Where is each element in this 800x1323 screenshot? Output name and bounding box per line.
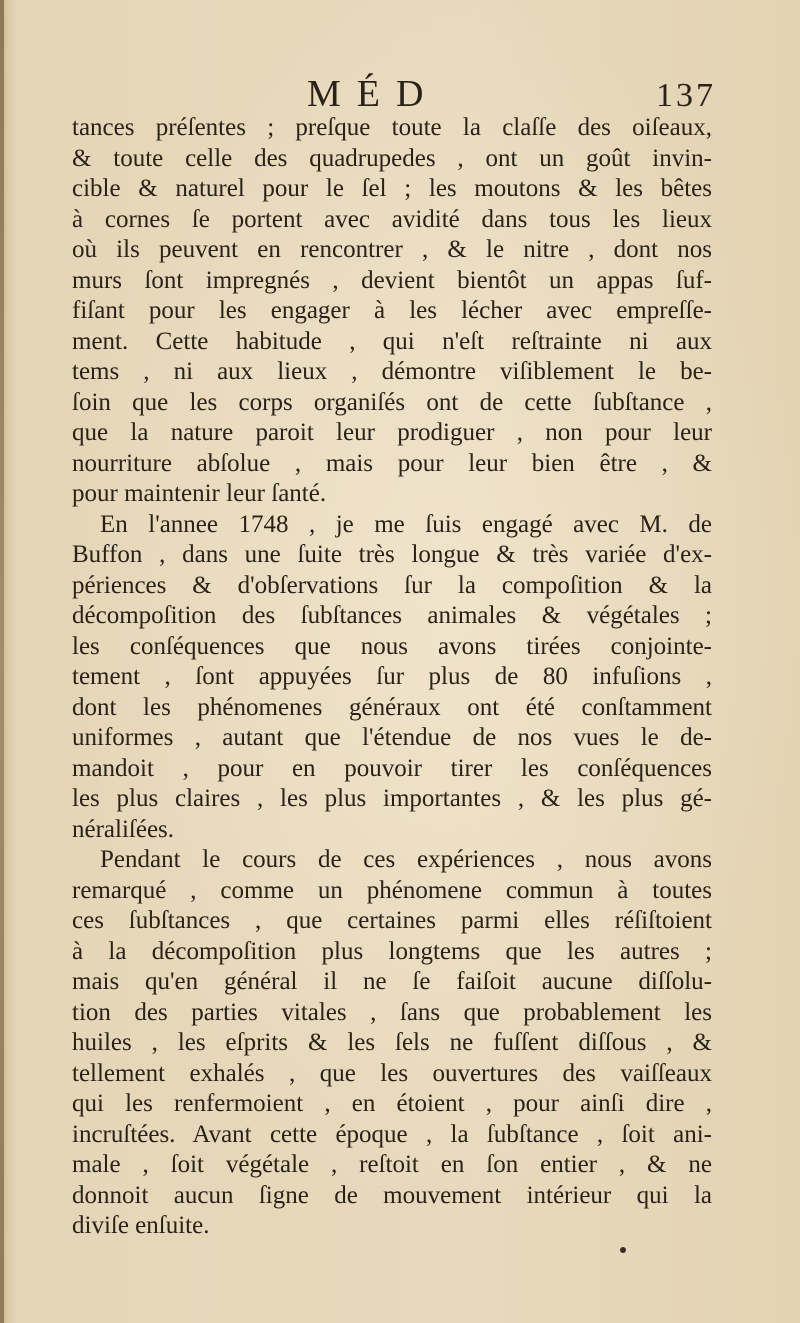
text-line: tement , ſont appuyées ſur plus de 80 infuſions , xyxy=(72,663,712,690)
text-line: qui les renfermoient , en étoient , pour ainſi dire , xyxy=(72,1090,712,1117)
text-line: les plus claires , les plus importantes , & les plus gé- xyxy=(72,785,712,812)
text-line: male , ſoit végétale , reſtoit en ſon entier , & ne xyxy=(72,1151,712,1178)
running-head: MÉD xyxy=(307,73,440,115)
text-line: tion des parties vitales , ſans que probablement les xyxy=(72,998,712,1026)
text-line: ment. Cette habitude , qui n'eſt reſtrainte ni aux xyxy=(72,327,712,355)
text-line: que la nature paroit leur prodiguer , non pour leur xyxy=(72,419,712,446)
text-line: pour maintenir leur ſanté. xyxy=(72,480,327,507)
paragraph xyxy=(72,113,712,510)
text-line: donnoit aucun ſigne de mouvement intérieur qui la xyxy=(72,1181,712,1209)
page-header xyxy=(70,72,716,116)
binding-gutter xyxy=(0,0,4,1323)
paragraph xyxy=(72,510,712,846)
text-line: mais qu'en général il ne ſe faiſoit aucune diſſolu- xyxy=(72,968,712,995)
text-line: cible & naturel pour le ſel ; les moutons & les bêtes xyxy=(72,175,712,202)
text-line: fiſant pour les engager à les lécher avec empreſſe- xyxy=(72,297,712,324)
text-line: nourriture abſolue , mais pour leur bien être , & xyxy=(72,449,712,477)
text-line: les conſéquences que nous avons tirées conjointe- xyxy=(72,632,712,660)
text-line: ſoin que les corps organiſés ont de cette ſubſtance , xyxy=(72,388,712,416)
text-line: décompoſition des ſubſtances animales & végétales ; xyxy=(72,602,712,629)
text-line: néraliſées. xyxy=(72,815,175,843)
text-line: uniformes , autant que l'étendue de nos vues le de- xyxy=(72,724,712,751)
text-line: huiles , les eſprits & les ſels ne fuſſent diſſous , & xyxy=(72,1029,712,1056)
text-line: tellement exhalés , que les ouvertures des vaiſſeaux xyxy=(72,1059,712,1087)
page-number: 137 xyxy=(656,77,716,114)
text-line: Buffon , dans une ſuite très longue & très variée d'ex- xyxy=(72,541,712,568)
text-line: Pendant le cours de ces expériences , nous avons xyxy=(100,846,712,873)
text-line: En l'annee 1748 , je me ſuis engagé avec M. de xyxy=(100,510,712,538)
text-line: tems , ni aux lieux , démontre viſiblement le be- xyxy=(72,358,712,385)
text-line: où ils peuvent en rencontrer , & le nitre , dont nos xyxy=(72,236,712,263)
text-line: & toute celle des quadrupedes , ont un goût invin- xyxy=(72,144,712,172)
text-line: incruſtées. Avant cette époque , la ſubſtance , ſoit ani- xyxy=(72,1120,712,1148)
ink-speck xyxy=(620,1247,626,1253)
text-line: à la décompoſition plus longtems que les autres ; xyxy=(72,937,712,965)
text-line: mandoit , pour en pouvoir tirer les conſéquences xyxy=(72,754,712,782)
body-text xyxy=(72,113,712,1242)
paragraph xyxy=(72,845,712,1242)
text-line: à cornes ſe portent avec avidité dans tous les lieux xyxy=(72,205,712,233)
text-line: périences & d'obſervations ſur la compoſition & la xyxy=(72,571,712,599)
text-line: dont les phénomenes généraux ont été conſtamment xyxy=(72,693,712,721)
text-line: remarqué , comme un phénomene commun à toutes xyxy=(72,876,712,904)
text-line: murs ſont impregnés , devient bientôt un appas ſuf- xyxy=(72,266,712,294)
text-line: tances préſentes ; preſque toute la claſſe des oiſeaux, xyxy=(72,114,712,141)
text-line: ces ſubſtances , que certaines parmi elles réſiſtoient xyxy=(72,907,712,934)
text-line: diviſe enſuite. xyxy=(72,1212,210,1239)
